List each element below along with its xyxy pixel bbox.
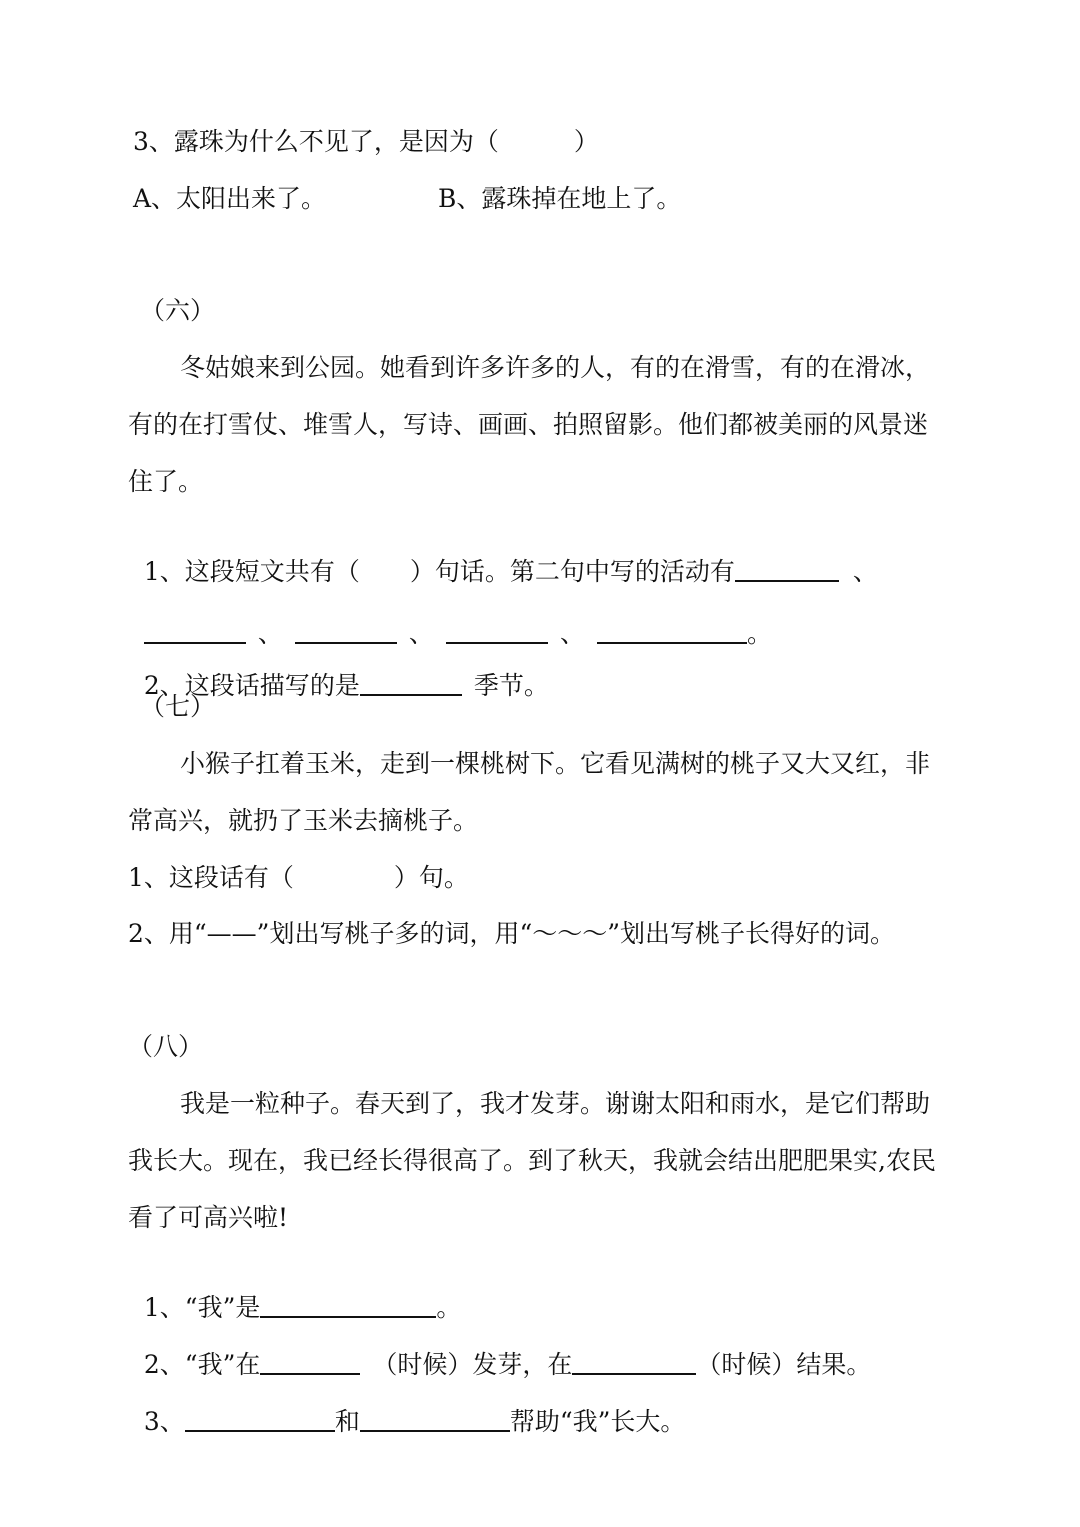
- section-6-paragraph-line-2: 有的在打雪仗、堆雪人，写诗、画画、拍照留影。他们都被美丽的风景迷: [128, 410, 929, 439]
- section-8-heading: （八）: [128, 1032, 204, 1061]
- question-text: （时候）结果。: [696, 1350, 872, 1379]
- section-7-heading: （七）: [140, 692, 216, 721]
- question-text: 帮助“我”长大。: [509, 1407, 686, 1436]
- period: 。: [436, 1293, 462, 1322]
- separator: 、: [257, 619, 283, 648]
- answer-blank[interactable]: [185, 1408, 335, 1432]
- question-text: 和: [334, 1407, 360, 1436]
- section-7-question-1: 1、这段话有（ ）句。: [128, 863, 469, 892]
- section-7-paragraph-line-1: 小猴子扛着玉米，走到一棵桃树下。它看见满树的桃子又大又红，非: [180, 749, 931, 778]
- section-6-heading: （六）: [140, 296, 216, 325]
- question-text: 3、: [143, 1407, 185, 1436]
- separator: 、: [559, 619, 585, 648]
- option-a: A、太阳出来了。: [133, 184, 327, 213]
- section-7-question-2: 2、用“——”划出写桃子多的词，用“～～～”划出写桃子长得好的词。: [128, 919, 896, 948]
- question-text: 1、“我”是: [143, 1293, 261, 1322]
- section-6-question-1: [128, 521, 878, 589]
- option-b: B、露珠掉在地上了。: [438, 184, 682, 213]
- question-text: 2、“我”在: [143, 1350, 261, 1379]
- separator: 、: [852, 557, 878, 586]
- separator: 、: [408, 619, 434, 648]
- question-text: 季节。: [473, 671, 549, 700]
- section-7-paragraph-line-2: 常高兴，就扔了玉米去摘桃子。: [128, 806, 479, 835]
- answer-blank[interactable]: [360, 672, 462, 696]
- answer-blank[interactable]: [360, 1408, 510, 1432]
- question-text: 2、这段话描写的是: [143, 671, 360, 700]
- section-8-paragraph-line-2: 我长大。现在，我已经长得很高了。到了秋天，我就会结出肥肥果实,农民: [128, 1146, 936, 1175]
- question-3: 3、露珠为什么不见了，是因为（ ）: [133, 127, 599, 156]
- section-6-paragraph-line-1: 冬姑娘来到公园。她看到许多许多的人，有的在滑雪，有的在滑冰，: [180, 353, 931, 382]
- question-text: （时候）发芽，在: [372, 1350, 573, 1379]
- question-text: 1、这段短文共有（ ）句话。第二句中写的活动有: [143, 557, 735, 586]
- section-8-question-3: [128, 1371, 685, 1439]
- period: 。: [746, 619, 772, 648]
- answer-blank[interactable]: [597, 620, 747, 644]
- section-8-paragraph-line-3: 看了可高兴啦!: [128, 1203, 289, 1232]
- section-6-paragraph-line-3: 住了。: [128, 467, 204, 496]
- section-8-paragraph-line-1: 我是一粒种子。春天到了，我才发芽。谢谢太阳和雨水，是它们帮助: [180, 1089, 931, 1118]
- answer-blank[interactable]: [735, 558, 839, 582]
